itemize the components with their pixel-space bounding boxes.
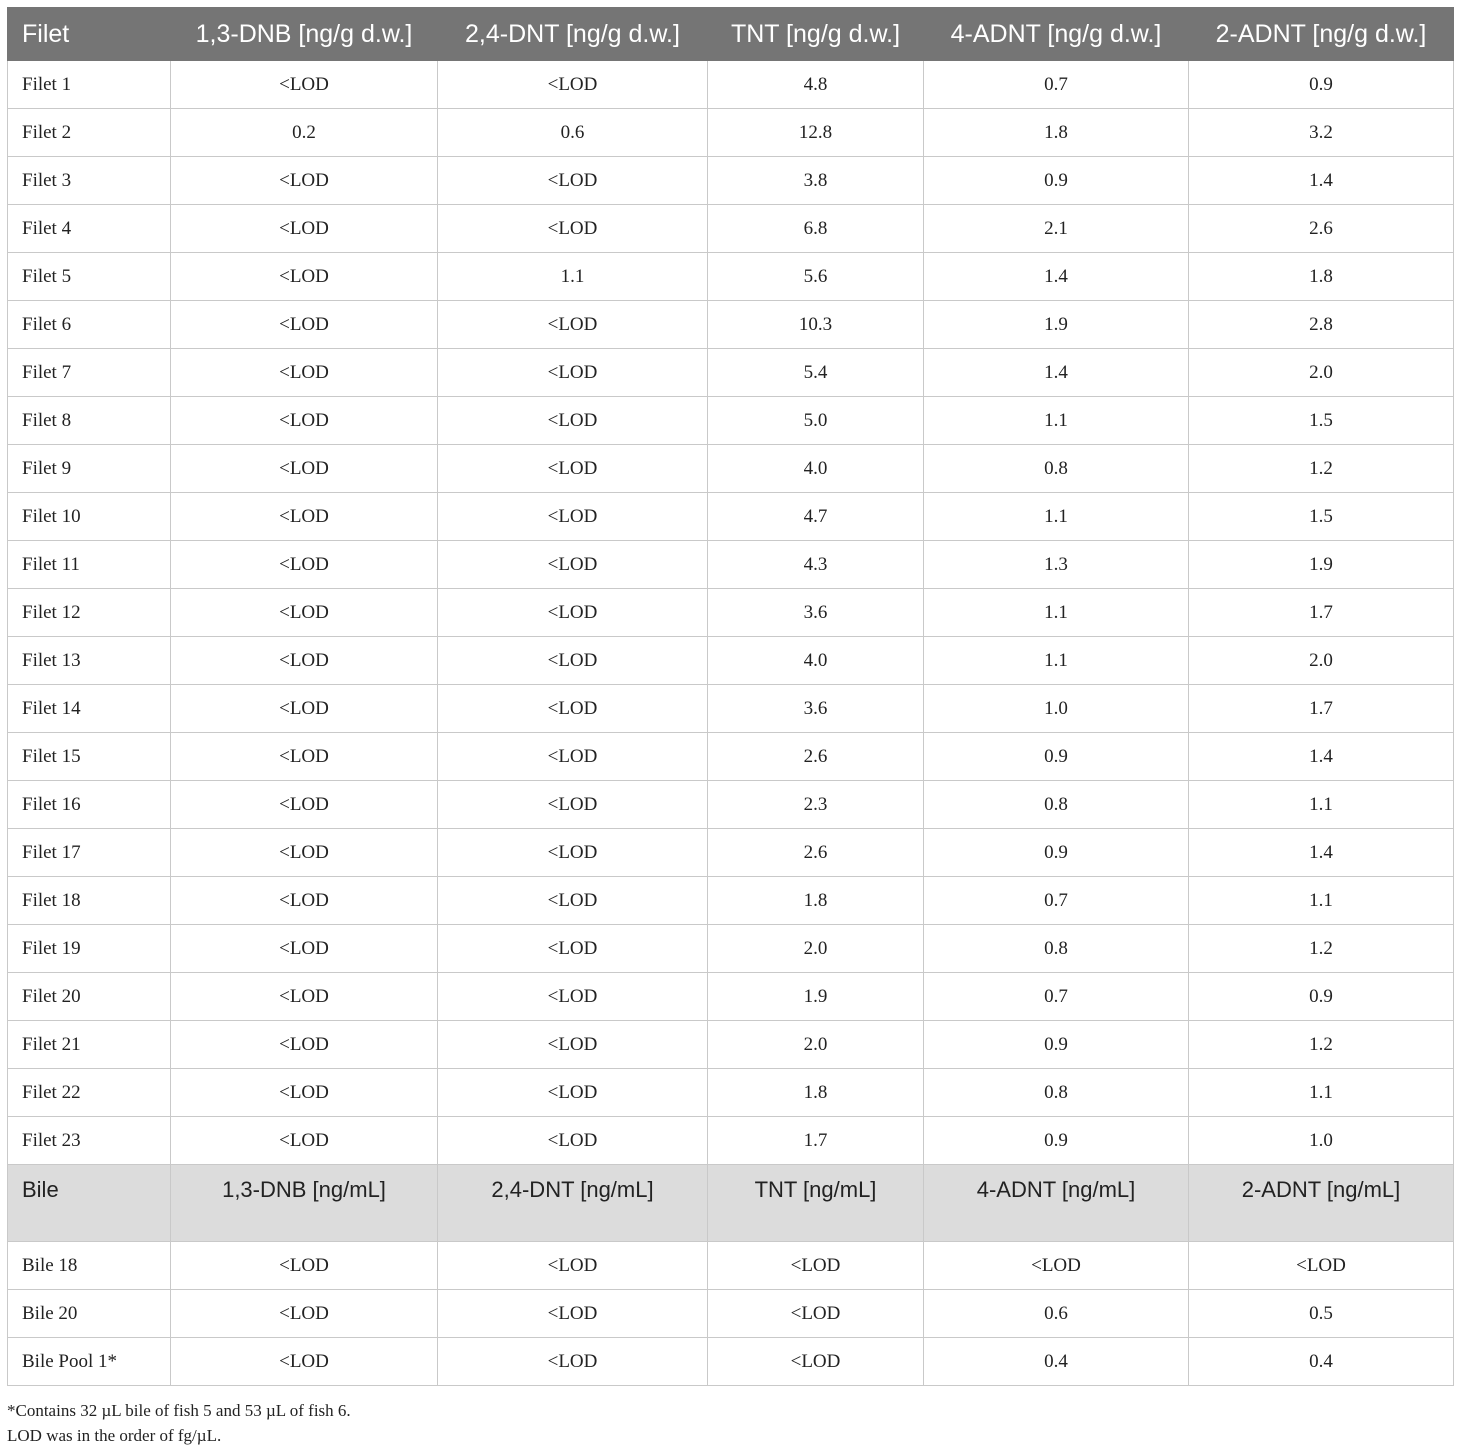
cell-24-dnt: <LOD: [438, 1242, 708, 1290]
cell-sample: Filet 4: [8, 205, 171, 253]
cell-tnt: 6.8: [708, 205, 924, 253]
cell-4-adnt: 0.6: [924, 1290, 1189, 1338]
cell-2-adnt: 0.5: [1189, 1290, 1454, 1338]
cell-24-dnt: <LOD: [438, 733, 708, 781]
cell-2-adnt: 1.7: [1189, 685, 1454, 733]
cell-2-adnt: 1.7: [1189, 589, 1454, 637]
cell-13-dnb: <LOD: [171, 1242, 438, 1290]
cell-13-dnb: <LOD: [171, 877, 438, 925]
cell-24-dnt: <LOD: [438, 205, 708, 253]
cell-sample: Filet 10: [8, 493, 171, 541]
cell-sample: Filet 15: [8, 733, 171, 781]
header-4-adnt: 4-ADNT [ng/g d.w.]: [924, 8, 1189, 61]
cell-24-dnt: <LOD: [438, 1069, 708, 1117]
cell-2-adnt: 1.1: [1189, 1069, 1454, 1117]
cell-24-dnt: <LOD: [438, 925, 708, 973]
cell-4-adnt: 1.1: [924, 589, 1189, 637]
table-row: [8, 925, 1454, 973]
cell-sample: Filet 9: [8, 445, 171, 493]
bile-header-row: [8, 1165, 1454, 1242]
cell-24-dnt: <LOD: [438, 445, 708, 493]
cell-tnt: <LOD: [708, 1338, 924, 1386]
cell-sample: Filet 6: [8, 301, 171, 349]
cell-tnt: <LOD: [708, 1290, 924, 1338]
cell-13-dnb: 0.2: [171, 109, 438, 157]
cell-4-adnt: 0.4: [924, 1338, 1189, 1386]
cell-2-adnt: 1.2: [1189, 445, 1454, 493]
table-footnotes: [7, 1398, 1453, 1448]
cell-tnt: 4.0: [708, 637, 924, 685]
cell-sample: Filet 13: [8, 637, 171, 685]
table-row: [8, 205, 1454, 253]
cell-2-adnt: 1.9: [1189, 541, 1454, 589]
cell-tnt: 4.3: [708, 541, 924, 589]
cell-sample: Filet 5: [8, 253, 171, 301]
cell-tnt: 5.0: [708, 397, 924, 445]
cell-4-adnt: 0.8: [924, 1069, 1189, 1117]
cell-2-adnt: 1.1: [1189, 877, 1454, 925]
cell-4-adnt: 4-ADNT [ng/mL]: [924, 1165, 1189, 1242]
cell-4-adnt: 0.7: [924, 973, 1189, 1021]
cell-tnt: 2.0: [708, 1021, 924, 1069]
table-row: [8, 109, 1454, 157]
cell-2-adnt: 2-ADNT [ng/mL]: [1189, 1165, 1454, 1242]
table-row: [8, 685, 1454, 733]
cell-tnt: 2.0: [708, 925, 924, 973]
table-row: [8, 349, 1454, 397]
cell-24-dnt: <LOD: [438, 973, 708, 1021]
cell-2-adnt: 0.9: [1189, 973, 1454, 1021]
cell-2-adnt: 1.0: [1189, 1117, 1454, 1165]
cell-tnt: <LOD: [708, 1242, 924, 1290]
table-row: [8, 829, 1454, 877]
cell-24-dnt: <LOD: [438, 301, 708, 349]
cell-4-adnt: 0.9: [924, 829, 1189, 877]
cell-4-adnt: 1.1: [924, 397, 1189, 445]
cell-13-dnb: <LOD: [171, 1290, 438, 1338]
table-row: [8, 1021, 1454, 1069]
cell-13-dnb: <LOD: [171, 733, 438, 781]
cell-tnt: 3.6: [708, 589, 924, 637]
cell-tnt: 5.4: [708, 349, 924, 397]
cell-tnt: 1.7: [708, 1117, 924, 1165]
table-row: [8, 1242, 1454, 1290]
table-row: [8, 253, 1454, 301]
cell-13-dnb: <LOD: [171, 829, 438, 877]
cell-24-dnt: <LOD: [438, 1290, 708, 1338]
cell-4-adnt: 2.1: [924, 205, 1189, 253]
table-header-row: [8, 8, 1454, 61]
cell-13-dnb: <LOD: [171, 781, 438, 829]
cell-4-adnt: 0.9: [924, 157, 1189, 205]
cell-24-dnt: <LOD: [438, 829, 708, 877]
cell-tnt: 12.8: [708, 109, 924, 157]
cell-4-adnt: 1.4: [924, 349, 1189, 397]
cell-4-adnt: 0.8: [924, 781, 1189, 829]
cell-4-adnt: 1.0: [924, 685, 1189, 733]
table-row: [8, 397, 1454, 445]
cell-13-dnb: <LOD: [171, 1021, 438, 1069]
cell-2-adnt: 1.8: [1189, 253, 1454, 301]
cell-2-adnt: 1.4: [1189, 733, 1454, 781]
cell-13-dnb: <LOD: [171, 541, 438, 589]
results-table-container: [7, 7, 1453, 1448]
cell-2-adnt: 1.5: [1189, 493, 1454, 541]
cell-13-dnb: <LOD: [171, 349, 438, 397]
cell-4-adnt: 1.3: [924, 541, 1189, 589]
cell-13-dnb: 1,3-DNB [ng/mL]: [171, 1165, 438, 1242]
table-row: [8, 445, 1454, 493]
cell-sample: Filet 3: [8, 157, 171, 205]
cell-4-adnt: 1.9: [924, 301, 1189, 349]
cell-tnt: 2.3: [708, 781, 924, 829]
cell-24-dnt: <LOD: [438, 589, 708, 637]
cell-tnt: 3.6: [708, 685, 924, 733]
cell-13-dnb: <LOD: [171, 685, 438, 733]
cell-13-dnb: <LOD: [171, 445, 438, 493]
cell-tnt: 1.9: [708, 973, 924, 1021]
cell-sample: Filet 21: [8, 1021, 171, 1069]
header-24-dnt: 2,4-DNT [ng/g d.w.]: [438, 8, 708, 61]
cell-2-adnt: <LOD: [1189, 1242, 1454, 1290]
cell-13-dnb: <LOD: [171, 637, 438, 685]
cell-13-dnb: <LOD: [171, 253, 438, 301]
header-filet: Filet: [8, 8, 171, 61]
cell-13-dnb: <LOD: [171, 973, 438, 1021]
cell-24-dnt: 0.6: [438, 109, 708, 157]
cell-sample: Filet 7: [8, 349, 171, 397]
cell-sample: Filet 14: [8, 685, 171, 733]
cell-tnt: 2.6: [708, 829, 924, 877]
cell-4-adnt: 0.9: [924, 1117, 1189, 1165]
cell-sample: Filet 1: [8, 61, 171, 109]
cell-tnt: 10.3: [708, 301, 924, 349]
cell-2-adnt: 2.6: [1189, 205, 1454, 253]
cell-13-dnb: <LOD: [171, 301, 438, 349]
cell-2-adnt: 1.4: [1189, 829, 1454, 877]
cell-4-adnt: 1.4: [924, 253, 1189, 301]
cell-tnt: 4.7: [708, 493, 924, 541]
cell-2-adnt: 1.4: [1189, 157, 1454, 205]
cell-13-dnb: <LOD: [171, 925, 438, 973]
cell-tnt: 1.8: [708, 1069, 924, 1117]
cell-24-dnt: <LOD: [438, 781, 708, 829]
table-row: [8, 1290, 1454, 1338]
cell-24-dnt: <LOD: [438, 541, 708, 589]
table-row: [8, 733, 1454, 781]
cell-2-adnt: 2.0: [1189, 637, 1454, 685]
cell-24-dnt: <LOD: [438, 637, 708, 685]
cell-tnt: 4.0: [708, 445, 924, 493]
header-2-adnt: 2-ADNT [ng/g d.w.]: [1189, 8, 1454, 61]
cell-24-dnt: <LOD: [438, 61, 708, 109]
cell-2-adnt: 1.2: [1189, 1021, 1454, 1069]
table-row: [8, 1069, 1454, 1117]
table-row: [8, 493, 1454, 541]
table-body: [8, 61, 1454, 1386]
table-row: [8, 541, 1454, 589]
cell-24-dnt: <LOD: [438, 157, 708, 205]
cell-tnt: 4.8: [708, 61, 924, 109]
cell-tnt: TNT [ng/mL]: [708, 1165, 924, 1242]
cell-sample: Filet 8: [8, 397, 171, 445]
cell-24-dnt: 1.1: [438, 253, 708, 301]
cell-sample: Bile 18: [8, 1242, 171, 1290]
header-13-dnb: 1,3-DNB [ng/g d.w.]: [171, 8, 438, 61]
table-row: [8, 1338, 1454, 1386]
cell-sample: Filet 20: [8, 973, 171, 1021]
cell-tnt: 5.6: [708, 253, 924, 301]
cell-24-dnt: 2,4-DNT [ng/mL]: [438, 1165, 708, 1242]
table-row: [8, 589, 1454, 637]
cell-2-adnt: 1.5: [1189, 397, 1454, 445]
cell-4-adnt: 0.9: [924, 1021, 1189, 1069]
cell-4-adnt: 1.1: [924, 493, 1189, 541]
cell-24-dnt: <LOD: [438, 1338, 708, 1386]
cell-4-adnt: 0.7: [924, 877, 1189, 925]
cell-sample: Filet 11: [8, 541, 171, 589]
cell-2-adnt: 0.9: [1189, 61, 1454, 109]
cell-2-adnt: 1.2: [1189, 925, 1454, 973]
cell-24-dnt: <LOD: [438, 349, 708, 397]
cell-tnt: 1.8: [708, 877, 924, 925]
cell-sample: Filet 16: [8, 781, 171, 829]
cell-2-adnt: 2.8: [1189, 301, 1454, 349]
cell-24-dnt: <LOD: [438, 397, 708, 445]
cell-2-adnt: 3.2: [1189, 109, 1454, 157]
cell-13-dnb: <LOD: [171, 61, 438, 109]
cell-sample: Bile: [8, 1165, 171, 1242]
explosives-concentration-table: [7, 7, 1454, 1386]
cell-13-dnb: <LOD: [171, 1069, 438, 1117]
cell-tnt: 2.6: [708, 733, 924, 781]
cell-sample: Filet 12: [8, 589, 171, 637]
cell-sample: Filet 18: [8, 877, 171, 925]
cell-4-adnt: 1.1: [924, 637, 1189, 685]
cell-13-dnb: <LOD: [171, 1117, 438, 1165]
cell-13-dnb: <LOD: [171, 205, 438, 253]
table-row: [8, 781, 1454, 829]
cell-24-dnt: <LOD: [438, 877, 708, 925]
cell-sample: Bile 20: [8, 1290, 171, 1338]
cell-sample: Filet 23: [8, 1117, 171, 1165]
table-row: [8, 301, 1454, 349]
cell-sample: Filet 17: [8, 829, 171, 877]
cell-4-adnt: 0.8: [924, 445, 1189, 493]
table-row: [8, 637, 1454, 685]
cell-24-dnt: <LOD: [438, 493, 708, 541]
cell-4-adnt: 0.7: [924, 61, 1189, 109]
cell-tnt: 3.8: [708, 157, 924, 205]
cell-4-adnt: 1.8: [924, 109, 1189, 157]
cell-24-dnt: <LOD: [438, 1117, 708, 1165]
cell-2-adnt: 0.4: [1189, 1338, 1454, 1386]
cell-2-adnt: 2.0: [1189, 349, 1454, 397]
table-row: [8, 973, 1454, 1021]
table-row: [8, 157, 1454, 205]
cell-2-adnt: 1.1: [1189, 781, 1454, 829]
cell-sample: Bile Pool 1*: [8, 1338, 171, 1386]
cell-13-dnb: <LOD: [171, 397, 438, 445]
cell-13-dnb: <LOD: [171, 1338, 438, 1386]
cell-4-adnt: 0.8: [924, 925, 1189, 973]
header-tnt: TNT [ng/g d.w.]: [708, 8, 924, 61]
cell-13-dnb: <LOD: [171, 589, 438, 637]
cell-4-adnt: 0.9: [924, 733, 1189, 781]
cell-4-adnt: <LOD: [924, 1242, 1189, 1290]
table-row: [8, 61, 1454, 109]
cell-sample: Filet 22: [8, 1069, 171, 1117]
cell-13-dnb: <LOD: [171, 157, 438, 205]
cell-13-dnb: <LOD: [171, 493, 438, 541]
cell-sample: Filet 19: [8, 925, 171, 973]
cell-sample: Filet 2: [8, 109, 171, 157]
table-row: [8, 1117, 1454, 1165]
cell-24-dnt: <LOD: [438, 685, 708, 733]
cell-24-dnt: <LOD: [438, 1021, 708, 1069]
footnote-lod: LOD was in the order of fg/µL.: [7, 1426, 222, 1445]
table-row: [8, 877, 1454, 925]
footnote-bile-pool: *Contains 32 µL bile of fish 5 and 53 µL of fish 6.: [7, 1401, 351, 1420]
